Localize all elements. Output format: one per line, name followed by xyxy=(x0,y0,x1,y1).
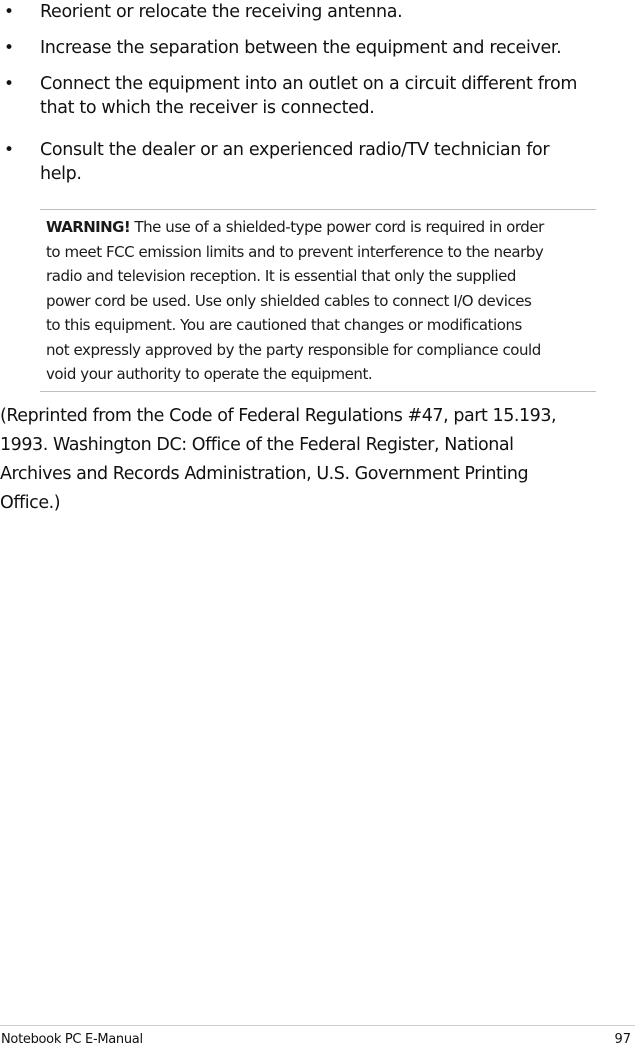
footer-title: Notebook PC E-Manual xyxy=(1,1032,143,1047)
bullet-icon: • xyxy=(4,2,15,22)
warning-line: to meet FCC emission limits and to prevent interference to the nearby xyxy=(46,242,544,261)
list-item-text: Reorient or relocate the receiving antenna. xyxy=(40,2,403,22)
reprint-citation xyxy=(0,402,600,518)
warning-text xyxy=(46,215,598,387)
warning-line: radio and television reception. It is essential that only the supplied xyxy=(46,267,516,285)
list-item-text: Consult the dealer or an experienced radio/TV technician for xyxy=(40,140,550,160)
list-item-text: Connect the equipment into an outlet on a circuit different from xyxy=(40,74,578,94)
list-item-text: Increase the separation between the equipment and receiver. xyxy=(40,38,562,58)
list-item-text: help. xyxy=(40,164,82,184)
footer-divider xyxy=(0,1025,635,1026)
citation-line: Office.) xyxy=(0,493,61,513)
bullet-icon: • xyxy=(4,74,15,94)
bullet-icon: • xyxy=(4,38,15,58)
bullet-icon: • xyxy=(4,140,15,160)
page-number: 97 xyxy=(614,1032,631,1047)
warning-label: WARNING! xyxy=(46,218,131,236)
list-item-text: that to which the receiver is connected. xyxy=(40,98,375,118)
citation-line: Archives and Records Administration, U.S. Government Printing xyxy=(0,464,529,484)
warning-note xyxy=(40,209,596,392)
warning-line: to this equipment. You are cautioned that changes or modifications xyxy=(46,316,522,334)
citation-line: (Reprinted from the Code of Federal Regulations #47, part 15.193, xyxy=(0,406,557,426)
warning-line: power cord be used. Use only shielded cables to connect I/O devices xyxy=(46,291,532,310)
warning-line-text: The use of a shielded-type power cord is required in order xyxy=(130,218,544,236)
warning-line: not expressly approved by the party responsible for compliance could xyxy=(46,340,541,359)
warning-line: void your authority to operate the equipment. xyxy=(46,365,373,383)
citation-line: 1993. Washington DC: Office of the Federal Register, National xyxy=(0,435,514,455)
warning-line xyxy=(46,215,598,240)
